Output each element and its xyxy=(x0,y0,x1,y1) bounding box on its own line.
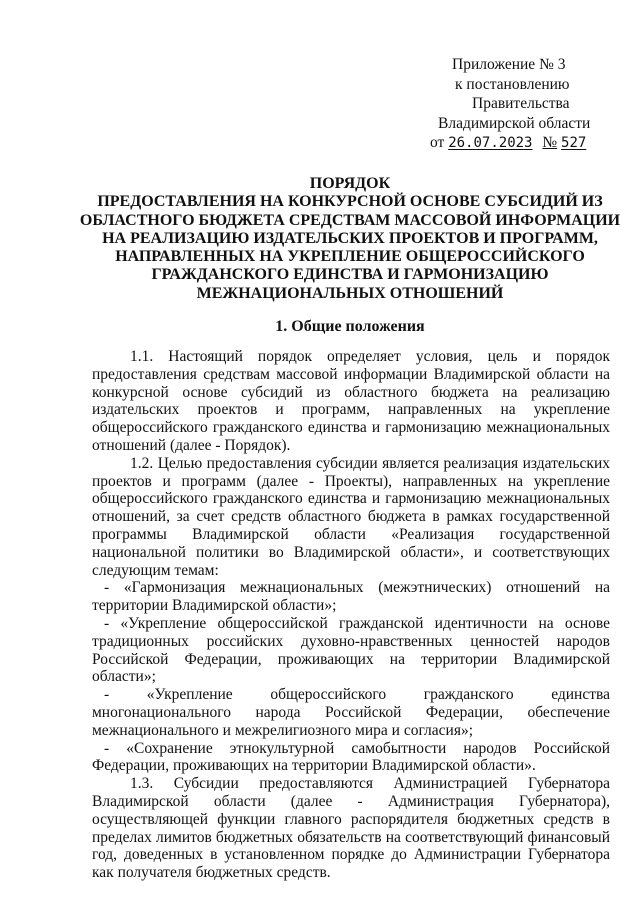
title-line: ГРАЖДАНСКОГО ЕДИНСТВА И ГАРМОНИЗАЦИЮ xyxy=(151,266,549,284)
title-line: МЕЖНАЦИОНАЛЬНЫХ ОТНОШЕНИЙ xyxy=(196,284,504,302)
appendix-number: Приложение № 3 xyxy=(452,56,566,73)
list-item: - «Укрепление общероссийского гражданского единства многонационального народа Российской Федерации, обеспечение межнационального и межрелигиозного мира и согласия»; xyxy=(92,686,610,739)
document-date: 26.07.2023 xyxy=(448,135,533,151)
title-line: ПРЕДОСТАВЛЕНИЯ НА КОНКУРСНОЙ ОСНОВЕ СУБСИДИЙ ИЗ xyxy=(97,193,603,211)
appendix-dateline xyxy=(430,133,600,154)
paragraph-1-1: 1.1. Настоящий порядок определяет условия, цель и порядок предоставления средствам массовой информации Владимирской области на конкурсной основе субсидий из областного бюджета на реализацию издательских проектов и программ, направленных на укрепление общероссийского гражданского единства и гармонизацию межнациональных отношений (далее - Порядок). xyxy=(92,348,610,454)
list-item: - «Сохранение этнокультурной самобытности народов Российской Федерации, проживающих на территории Владимирской области». xyxy=(92,739,610,775)
appendix-issuer: Правительства xyxy=(472,95,570,112)
document-number: 527 xyxy=(561,135,587,151)
title-line: НА РЕАЛИЗАЦИЮ ИЗДАТЕЛЬСКИХ ПРОЕКТОВ И ПРОГРАММ, xyxy=(102,229,598,247)
appendix-region: Владимирской области xyxy=(438,114,591,132)
list-item: - «Гармонизация межнациональных (межэтнических) отношений на территории Владимирской области»; xyxy=(92,579,610,615)
document-title xyxy=(60,175,640,303)
title-line: ПОРЯДОК xyxy=(309,175,391,192)
date-prefix: от xyxy=(430,134,445,151)
number-prefix: № xyxy=(542,134,558,151)
appendix-block xyxy=(430,55,600,154)
section-heading: 1. Общие положения xyxy=(275,318,425,335)
title-line: НАПРАВЛЕННЫХ НА УКРЕПЛЕНИЕ ОБЩЕРОССИЙСКОГО xyxy=(115,248,585,266)
title-line: ОБЛАСТНОГО БЮДЖЕТА СРЕДСТВАМ МАССОВОЙ ИНФОРМАЦИИ xyxy=(79,211,621,229)
paragraph-1-3: 1.3. Субсидии предоставляются Администрацией Губернатора Владимирской области (далее - Администрация Губернатора), осуществляющей функции главного распорядителя бюджетных средств в пределах лимитов бюджетных обязательств на соответствующий финансовый год, доведенных в установленном порядке до Администрации Губернатора как получателя бюджетных средств. xyxy=(92,775,610,882)
list-item: - «Укрепление общероссийской гражданской идентичности на основе традиционных российских духовно-нравственных ценностей народов Российской Федерации, проживающих на территории Владимирской области»; xyxy=(92,614,610,686)
paragraph-1-2: 1.2. Целью предоставления субсидии является реализация издательских проектов и программ (далее - Проекты), направленных на укрепление общероссийского гражданского единства и гармонизацию межнациональных отношений, за счет средств областного бюджета в рамках государственной программы Владимирской области «Реализация государственной национальной политики во Владимирской области», и соответствующих следующим темам: xyxy=(92,454,610,579)
document-body xyxy=(92,348,610,882)
appendix-reference: к постановлению xyxy=(455,75,570,93)
